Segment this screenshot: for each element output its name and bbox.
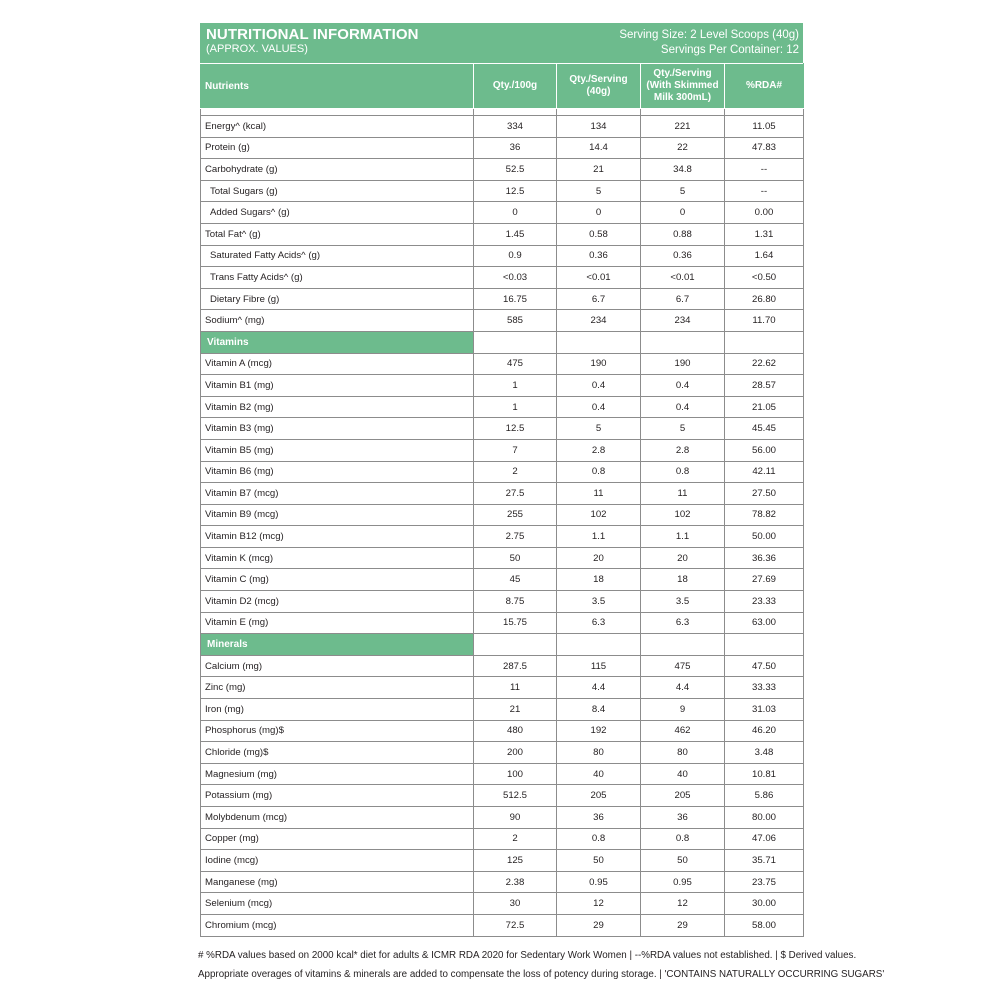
qty-100g-value: 8.75 <box>474 591 557 613</box>
rda-value: 11.70 <box>725 310 804 332</box>
nutrient-name: Vitamin A (mcg) <box>201 353 474 375</box>
qty-serving-value: 0.4 <box>557 396 641 418</box>
table-row <box>201 396 804 418</box>
title-bar <box>200 23 803 63</box>
qty-100g-value: 45 <box>474 569 557 591</box>
qty-serving-milk-value: 102 <box>641 504 725 526</box>
nutrient-name: Phosphorus (mg)$ <box>201 720 474 742</box>
qty-100g-value: 2 <box>474 461 557 483</box>
table-row <box>201 202 804 224</box>
rda-value: 10.81 <box>725 763 804 785</box>
qty-serving-milk-value: 0.4 <box>641 396 725 418</box>
empty-cell <box>557 331 641 353</box>
col-qty-serving-milk <box>641 64 725 109</box>
qty-100g-value: 475 <box>474 353 557 375</box>
table-row <box>201 245 804 267</box>
qty-100g-value: 50 <box>474 547 557 569</box>
qty-serving-milk-value: 3.5 <box>641 591 725 613</box>
rda-value: 3.48 <box>725 742 804 764</box>
col-milk-line2: (With Skimmed <box>646 80 719 91</box>
rda-value: 1.64 <box>725 245 804 267</box>
qty-serving-milk-value: 20 <box>641 547 725 569</box>
qty-100g-value: 1.45 <box>474 223 557 245</box>
rda-value: 5.86 <box>725 785 804 807</box>
qty-serving-value: 0.4 <box>557 375 641 397</box>
rda-value: 26.80 <box>725 288 804 310</box>
qty-serving-milk-value: 6.7 <box>641 288 725 310</box>
qty-serving-milk-value: 0.8 <box>641 461 725 483</box>
nutrient-name: Chromium (mcg) <box>201 914 474 936</box>
qty-serving-milk-value: 475 <box>641 655 725 677</box>
qty-serving-milk-value: 29 <box>641 914 725 936</box>
table-row <box>201 375 804 397</box>
qty-100g-value: 255 <box>474 504 557 526</box>
table-row <box>201 893 804 915</box>
section-vitamins <box>201 331 804 353</box>
nutrient-name: Selenium (mcg) <box>201 893 474 915</box>
qty-serving-milk-value: 34.8 <box>641 159 725 181</box>
rda-value: 33.33 <box>725 677 804 699</box>
qty-serving-milk-value: 234 <box>641 310 725 332</box>
qty-serving-milk-value: 0.36 <box>641 245 725 267</box>
qty-100g-value: 334 <box>474 116 557 138</box>
col-rda: %RDA# <box>725 64 804 109</box>
nutrient-name: Iron (mg) <box>201 699 474 721</box>
table-row <box>201 591 804 613</box>
qty-serving-milk-value: 80 <box>641 742 725 764</box>
rda-value: -- <box>725 159 804 181</box>
qty-100g-value: 52.5 <box>474 159 557 181</box>
nutrient-name: Carbohydrate (g) <box>201 159 474 181</box>
rda-value: 58.00 <box>725 914 804 936</box>
table-row <box>201 655 804 677</box>
table-row <box>201 547 804 569</box>
qty-serving-value: 80 <box>557 742 641 764</box>
rda-value: 47.50 <box>725 655 804 677</box>
qty-serving-milk-value: 22 <box>641 137 725 159</box>
nutrient-name: Vitamin B5 (mg) <box>201 439 474 461</box>
spacer-cell <box>641 109 725 116</box>
nutrient-name: Sodium^ (mg) <box>201 310 474 332</box>
col-qty-100g: Qty./100g <box>474 64 557 109</box>
panel-title: NUTRITIONAL INFORMATION <box>206 26 419 43</box>
table-row <box>201 116 804 138</box>
qty-100g-value: 12.5 <box>474 180 557 202</box>
qty-serving-value: 14.4 <box>557 137 641 159</box>
nutrient-name: Iodine (mcg) <box>201 850 474 872</box>
nutrient-name: Energy^ (kcal) <box>201 116 474 138</box>
serving-info <box>619 28 799 58</box>
col-qty-serving-line1: Qty./Serving <box>569 74 628 85</box>
qty-serving-value: 11 <box>557 483 641 505</box>
nutrition-table <box>200 63 804 937</box>
qty-serving-milk-value: 9 <box>641 699 725 721</box>
qty-serving-value: 5 <box>557 180 641 202</box>
qty-serving-milk-value: 0.88 <box>641 223 725 245</box>
nutrient-name: Vitamin D2 (mcg) <box>201 591 474 613</box>
table-row <box>201 699 804 721</box>
table-row <box>201 850 804 872</box>
rda-value: 30.00 <box>725 893 804 915</box>
footnote-line-2: Appropriate overages of vitamins & minerals are added to compensate the loss of potency during storage. | 'CONTAINS NATURALLY OCCURRING SUGARS' <box>198 969 885 980</box>
table-row <box>201 310 804 332</box>
qty-serving-value: 4.4 <box>557 677 641 699</box>
col-milk-line1: Qty./Serving <box>653 68 712 79</box>
empty-cell <box>641 634 725 656</box>
rda-value: 27.50 <box>725 483 804 505</box>
qty-100g-value: 72.5 <box>474 914 557 936</box>
rda-value: 42.11 <box>725 461 804 483</box>
table-row <box>201 526 804 548</box>
nutrient-name: Potassium (mg) <box>201 785 474 807</box>
qty-serving-value: 3.5 <box>557 591 641 613</box>
qty-serving-value: 115 <box>557 655 641 677</box>
nutrient-name: Dietary Fibre (g) <box>201 288 474 310</box>
rda-value: 0.00 <box>725 202 804 224</box>
table-row <box>201 504 804 526</box>
spacer-cell <box>474 109 557 116</box>
table-row <box>201 785 804 807</box>
nutrient-name: Saturated Fatty Acids^ (g) <box>201 245 474 267</box>
qty-serving-milk-value: 462 <box>641 720 725 742</box>
nutrient-name: Chloride (mg)$ <box>201 742 474 764</box>
qty-100g-value: 1 <box>474 396 557 418</box>
qty-serving-value: 6.3 <box>557 612 641 634</box>
qty-100g-value: 30 <box>474 893 557 915</box>
qty-100g-value: 585 <box>474 310 557 332</box>
rda-value: 35.71 <box>725 850 804 872</box>
qty-serving-value: 102 <box>557 504 641 526</box>
qty-serving-value: 21 <box>557 159 641 181</box>
qty-100g-value: 2.75 <box>474 526 557 548</box>
qty-100g-value: 36 <box>474 137 557 159</box>
table-row <box>201 159 804 181</box>
qty-serving-value: 134 <box>557 116 641 138</box>
qty-100g-value: 100 <box>474 763 557 785</box>
qty-serving-value: 190 <box>557 353 641 375</box>
qty-serving-value: 36 <box>557 807 641 829</box>
empty-cell <box>474 634 557 656</box>
rda-value: 47.83 <box>725 137 804 159</box>
table-row <box>201 612 804 634</box>
table-row <box>201 720 804 742</box>
nutrient-name: Added Sugars^ (g) <box>201 202 474 224</box>
qty-100g-value: 512.5 <box>474 785 557 807</box>
qty-100g-value: 1 <box>474 375 557 397</box>
qty-serving-value: 192 <box>557 720 641 742</box>
table-row <box>201 828 804 850</box>
nutrition-panel <box>200 23 803 937</box>
spacer-cell <box>725 109 804 116</box>
table-row <box>201 267 804 289</box>
qty-serving-value: 0.8 <box>557 461 641 483</box>
qty-serving-milk-value: 5 <box>641 180 725 202</box>
footnotes <box>198 946 885 984</box>
qty-100g-value: 287.5 <box>474 655 557 677</box>
qty-serving-value: 12 <box>557 893 641 915</box>
table-row <box>201 223 804 245</box>
qty-serving-milk-value: 5 <box>641 418 725 440</box>
rda-value: 28.57 <box>725 375 804 397</box>
qty-serving-value: 6.7 <box>557 288 641 310</box>
qty-serving-milk-value: 0.4 <box>641 375 725 397</box>
qty-100g-value: 125 <box>474 850 557 872</box>
nutrient-name: Copper (mg) <box>201 828 474 850</box>
title-block <box>206 28 419 56</box>
qty-100g-value: 15.75 <box>474 612 557 634</box>
qty-serving-milk-value: 11 <box>641 483 725 505</box>
nutrient-name: Zinc (mg) <box>201 677 474 699</box>
rda-value: 11.05 <box>725 116 804 138</box>
rda-value: 1.31 <box>725 223 804 245</box>
col-qty-serving <box>557 64 641 109</box>
qty-serving-value: 0 <box>557 202 641 224</box>
empty-cell <box>557 634 641 656</box>
qty-serving-milk-value: 18 <box>641 569 725 591</box>
panel-subtitle: (APPROX. VALUES) <box>206 43 308 55</box>
nutrient-name: Vitamin B6 (mg) <box>201 461 474 483</box>
rda-value: 80.00 <box>725 807 804 829</box>
nutrient-name: Vitamin B9 (mcg) <box>201 504 474 526</box>
servings-per-container: Servings Per Container: 12 <box>660 44 799 56</box>
footnote-line-1: # %RDA values based on 2000 kcal* diet for adults & ICMR RDA 2020 for Sedentary Work Women | --%RDA values not established. | $ Derived values. <box>198 950 857 961</box>
qty-serving-value: 1.1 <box>557 526 641 548</box>
qty-serving-milk-value: 221 <box>641 116 725 138</box>
qty-serving-milk-value: 4.4 <box>641 677 725 699</box>
col-qty-serving-line2: (40g) <box>586 86 611 97</box>
qty-serving-milk-value: 0.95 <box>641 871 725 893</box>
empty-cell <box>641 331 725 353</box>
rda-value: 78.82 <box>725 504 804 526</box>
empty-cell <box>474 331 557 353</box>
col-nutrients: Nutrients <box>201 64 474 109</box>
rda-value: 27.69 <box>725 569 804 591</box>
qty-serving-milk-value: 205 <box>641 785 725 807</box>
qty-serving-value: 29 <box>557 914 641 936</box>
nutrient-name: Trans Fatty Acids^ (g) <box>201 267 474 289</box>
qty-100g-value: 480 <box>474 720 557 742</box>
nutrient-name: Total Fat^ (g) <box>201 223 474 245</box>
qty-serving-milk-value: 0 <box>641 202 725 224</box>
qty-serving-value: 2.8 <box>557 439 641 461</box>
spacer-cell <box>201 109 474 116</box>
table-row <box>201 288 804 310</box>
nutrient-name: Vitamin B2 (mg) <box>201 396 474 418</box>
qty-serving-value: 20 <box>557 547 641 569</box>
qty-100g-value: 27.5 <box>474 483 557 505</box>
qty-serving-milk-value: <0.01 <box>641 267 725 289</box>
qty-serving-value: 5 <box>557 418 641 440</box>
spacer-row <box>201 109 804 116</box>
nutrient-name: Vitamin B1 (mg) <box>201 375 474 397</box>
qty-serving-value: 0.8 <box>557 828 641 850</box>
table-row <box>201 569 804 591</box>
table-row <box>201 742 804 764</box>
spacer-cell <box>557 109 641 116</box>
table-row <box>201 763 804 785</box>
qty-serving-milk-value: 50 <box>641 850 725 872</box>
rda-value: 63.00 <box>725 612 804 634</box>
rda-value: 46.20 <box>725 720 804 742</box>
qty-100g-value: 0.9 <box>474 245 557 267</box>
rda-value: 36.36 <box>725 547 804 569</box>
table-body <box>201 109 804 937</box>
nutrient-name: Molybdenum (mcg) <box>201 807 474 829</box>
rda-value: 45.45 <box>725 418 804 440</box>
qty-100g-value: 11 <box>474 677 557 699</box>
qty-serving-milk-value: 6.3 <box>641 612 725 634</box>
rda-value: 47.06 <box>725 828 804 850</box>
table-row <box>201 807 804 829</box>
nutrient-name: Vitamin B12 (mcg) <box>201 526 474 548</box>
qty-serving-milk-value: 1.1 <box>641 526 725 548</box>
qty-serving-value: 50 <box>557 850 641 872</box>
rda-value: 22.62 <box>725 353 804 375</box>
table-row <box>201 914 804 936</box>
qty-100g-value: 200 <box>474 742 557 764</box>
col-milk-line3: Milk 300mL) <box>653 92 712 103</box>
table-row <box>201 871 804 893</box>
qty-serving-value: 0.58 <box>557 223 641 245</box>
table-row <box>201 180 804 202</box>
nutrient-name: Total Sugars (g) <box>201 180 474 202</box>
table-row <box>201 439 804 461</box>
qty-100g-value: 2 <box>474 828 557 850</box>
qty-serving-value: 40 <box>557 763 641 785</box>
section-minerals <box>201 634 804 656</box>
qty-100g-value: 7 <box>474 439 557 461</box>
table-row <box>201 137 804 159</box>
qty-100g-value: 2.38 <box>474 871 557 893</box>
nutrient-name: Protein (g) <box>201 137 474 159</box>
rda-value: 56.00 <box>725 439 804 461</box>
qty-serving-value: <0.01 <box>557 267 641 289</box>
qty-100g-value: 12.5 <box>474 418 557 440</box>
table-header-row <box>201 64 804 109</box>
rda-value: 21.05 <box>725 396 804 418</box>
rda-value: 50.00 <box>725 526 804 548</box>
nutrient-name: Vitamin C (mg) <box>201 569 474 591</box>
table-row <box>201 677 804 699</box>
qty-100g-value: 16.75 <box>474 288 557 310</box>
qty-serving-milk-value: 40 <box>641 763 725 785</box>
section-vitamins-label: Vitamins <box>201 331 474 353</box>
table-row <box>201 461 804 483</box>
qty-serving-value: 18 <box>557 569 641 591</box>
nutrient-name: Magnesium (mg) <box>201 763 474 785</box>
qty-100g-value: <0.03 <box>474 267 557 289</box>
table-row <box>201 483 804 505</box>
qty-serving-value: 0.95 <box>557 871 641 893</box>
qty-100g-value: 90 <box>474 807 557 829</box>
nutrient-name: Manganese (mg) <box>201 871 474 893</box>
qty-serving-value: 8.4 <box>557 699 641 721</box>
rda-value: 23.33 <box>725 591 804 613</box>
qty-serving-value: 205 <box>557 785 641 807</box>
rda-value: 31.03 <box>725 699 804 721</box>
rda-value: -- <box>725 180 804 202</box>
nutrient-name: Vitamin E (mg) <box>201 612 474 634</box>
qty-serving-milk-value: 2.8 <box>641 439 725 461</box>
qty-serving-milk-value: 36 <box>641 807 725 829</box>
nutrient-name: Vitamin B3 (mg) <box>201 418 474 440</box>
qty-serving-value: 0.36 <box>557 245 641 267</box>
qty-serving-milk-value: 12 <box>641 893 725 915</box>
serving-size: Serving Size: 2 Level Scoops (40g) <box>619 29 799 41</box>
qty-serving-milk-value: 190 <box>641 353 725 375</box>
nutrient-name: Calcium (mg) <box>201 655 474 677</box>
rda-value: 23.75 <box>725 871 804 893</box>
qty-serving-milk-value: 0.8 <box>641 828 725 850</box>
qty-100g-value: 21 <box>474 699 557 721</box>
table-row <box>201 353 804 375</box>
table-row <box>201 418 804 440</box>
qty-100g-value: 0 <box>474 202 557 224</box>
nutrient-name: Vitamin B7 (mcg) <box>201 483 474 505</box>
section-minerals-label: Minerals <box>201 634 474 656</box>
empty-cell <box>725 331 804 353</box>
empty-cell <box>725 634 804 656</box>
rda-value: <0.50 <box>725 267 804 289</box>
nutrient-name: Vitamin K (mcg) <box>201 547 474 569</box>
qty-serving-value: 234 <box>557 310 641 332</box>
